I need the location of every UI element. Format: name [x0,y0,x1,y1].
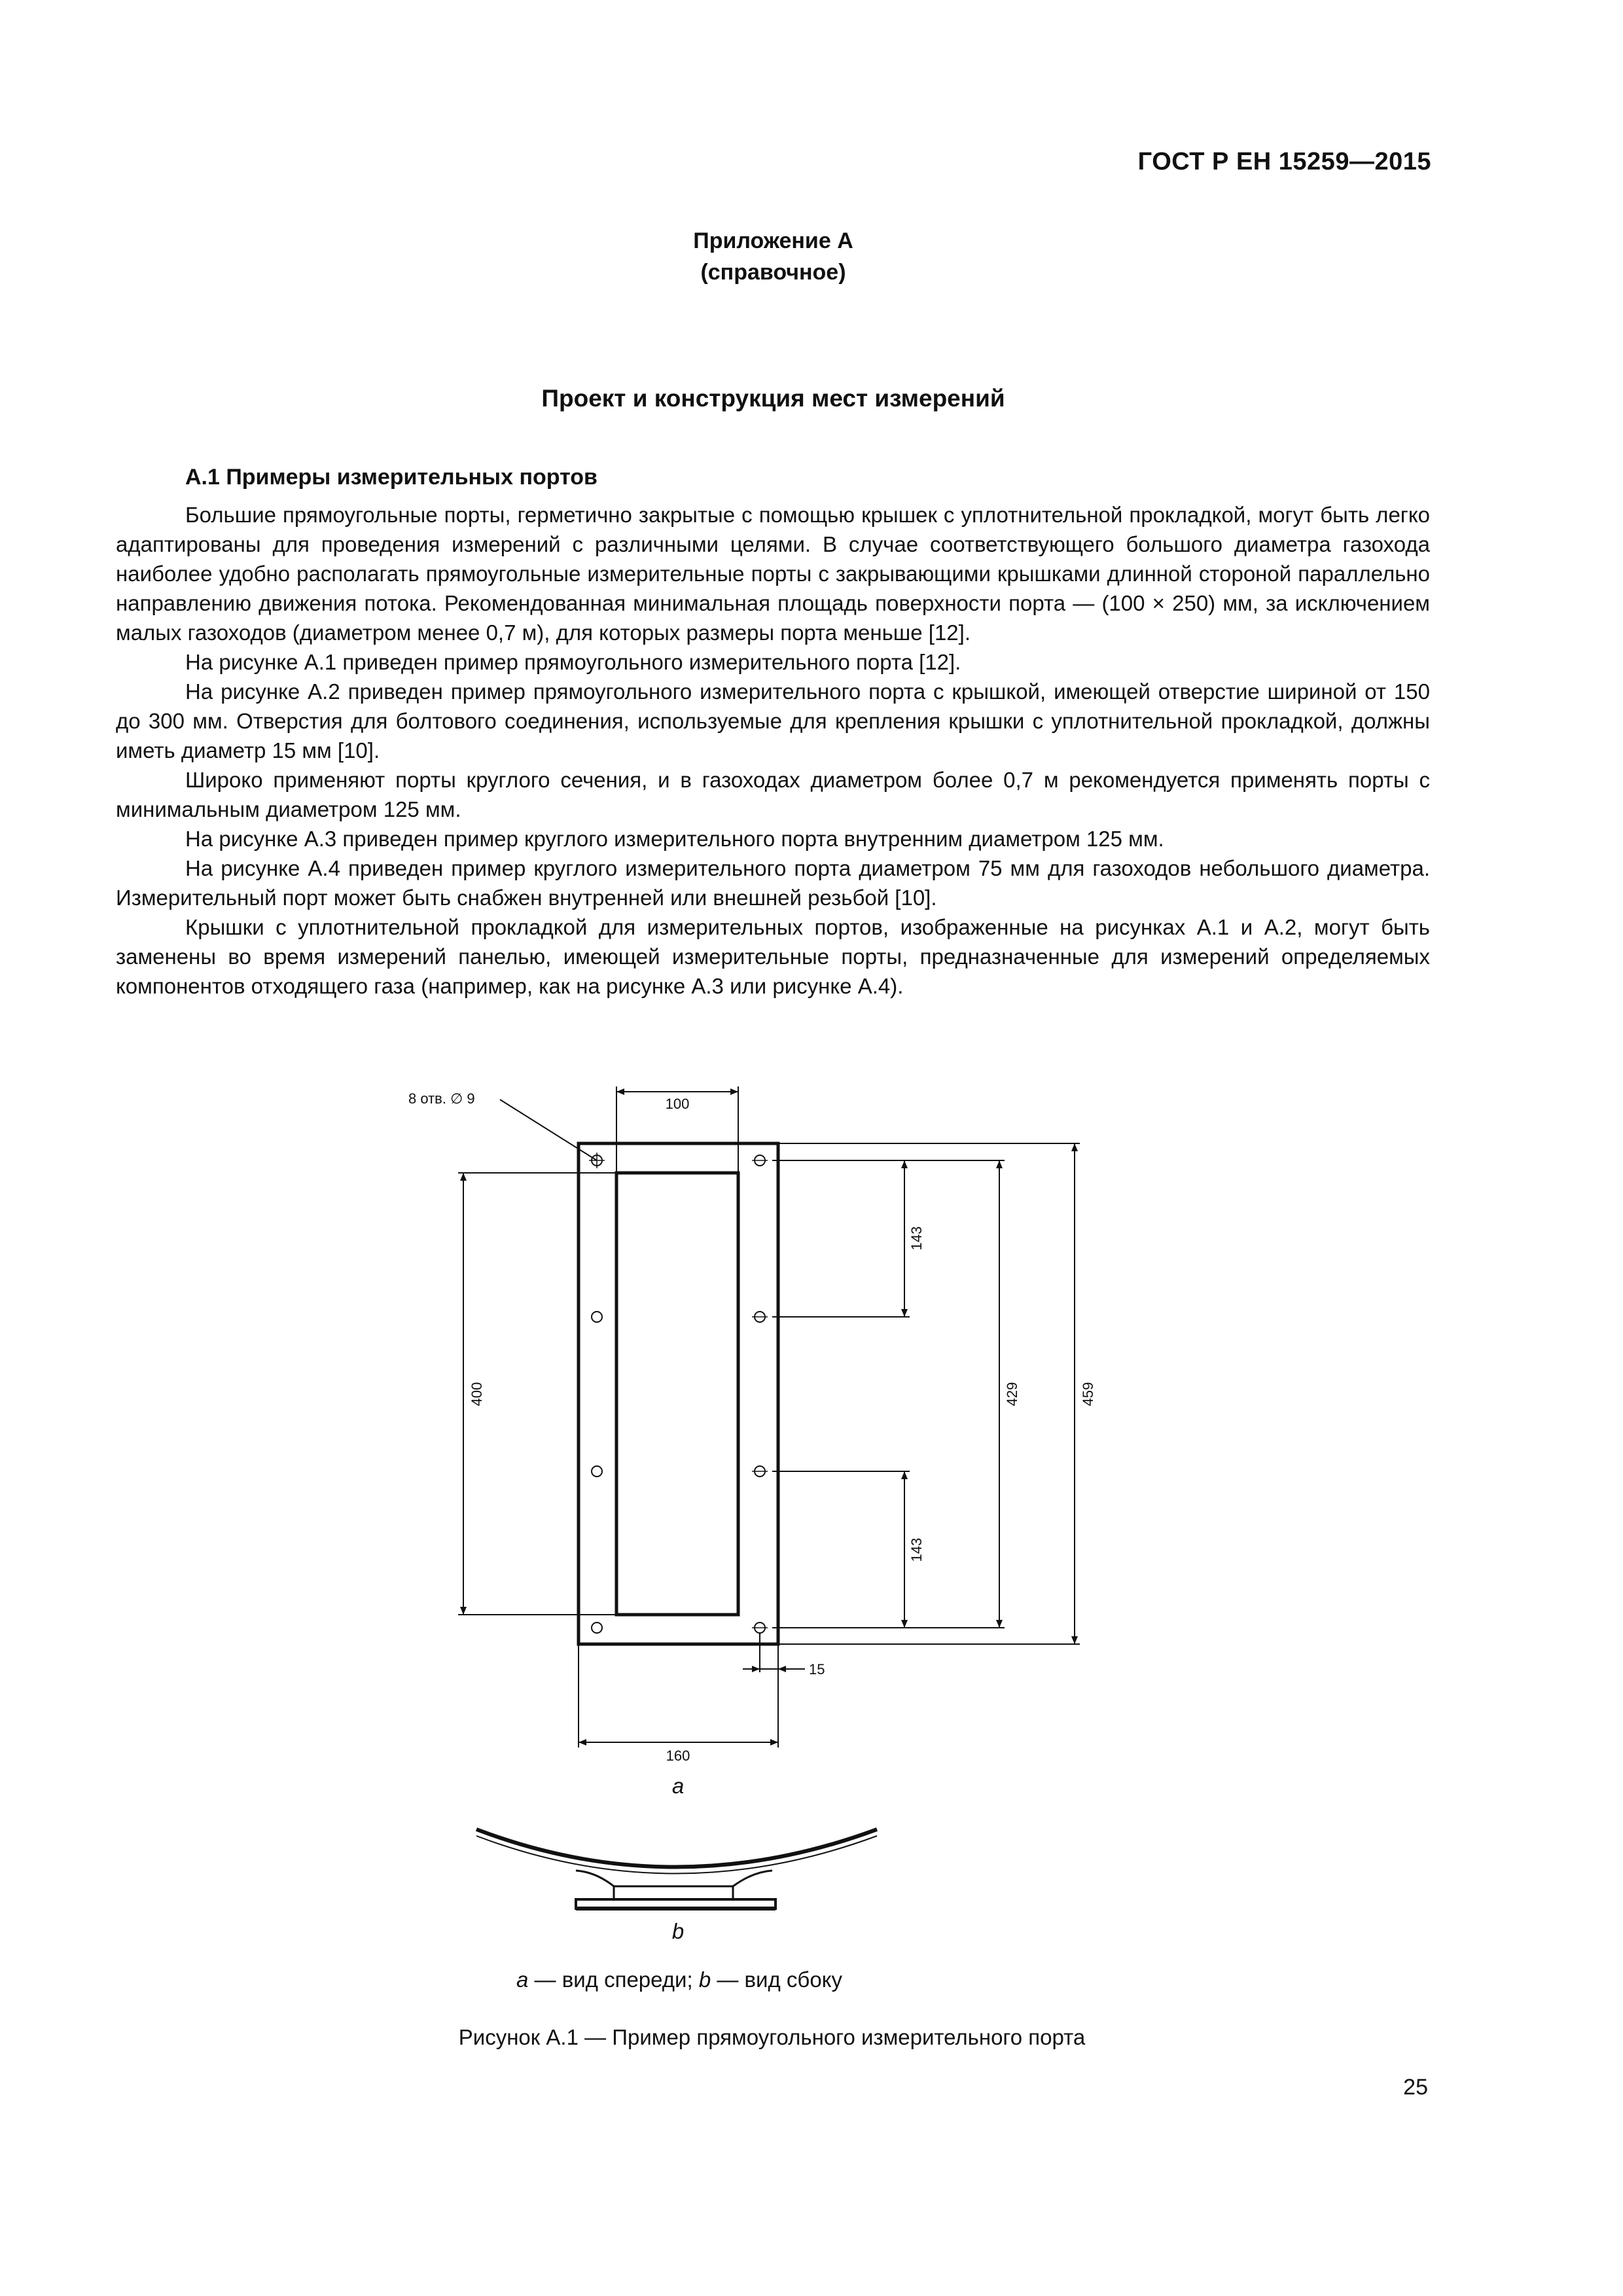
legend-b-text: — вид сбоку [711,1967,842,1992]
dim-line-459 [779,1143,1080,1644]
section-title: Проект и конструкция мест измерений [541,385,1005,412]
paragraph: На рисунке А.3 приведен пример круглого измерительного порта внутренним диаметром 125 мм. [185,827,1164,851]
dim-opening-width: 100 [665,1096,690,1112]
dimension-arrows [460,1088,1078,1746]
paragraph: На рисунке А.1 приведен пример прямоугольного измерительного порта [12]. [185,650,961,674]
bolt-hole [592,1312,602,1322]
annex-status: (справочное) [700,260,846,285]
technical-drawing [366,1060,1152,2009]
holes-label: 8 отв. ∅ 9 [408,1090,475,1107]
dim-line-160 [579,1645,778,1748]
view-b-label: b [671,1919,685,1943]
dim-opening-height: 400 [469,1382,485,1407]
paragraph: На рисунке А.2 приведен пример прямоугольного измерительного порта с крышкой, имеющей отверстие шириной от 150 до 300 мм. Отверстия для болтового соединения, используемые для крепления крышки с уплотнительной прокладкой, должны иметь диаметр 15 мм [10]. [116,679,1430,762]
dim-line-143-bottom [772,1471,910,1628]
holes-leader [500,1100,597,1160]
paragraph: Крышки с уплотнительной прокладкой для измерительных портов, изображенные на рисунках А.1 и А.2, могут быть заменены во время измерений панелью, имеющей измерительные порты, предназначенные для измерений определяемых компонентов отходящего газа (например, как на рисунке А.3 или рисунке А.4). [116,915,1430,998]
annex-title: Приложение А [693,228,853,253]
opening-outline [616,1173,738,1615]
page-number: 25 [1403,2075,1428,2100]
view-a-label: a [671,1774,685,1798]
dim-line-143-top [772,1160,910,1317]
bolt-hole [592,1623,602,1633]
duct-wall-curve [476,1829,877,1867]
dim-total-height: 459 [1080,1382,1096,1407]
dim-hole-spacing-bottom: 143 [908,1537,925,1562]
subsection-title: А.1 Примеры измерительных портов [185,465,597,490]
paragraph: Широко применяют порты круглого сечения, и в газоходах диаметром более 0,7 м рекомендуется применять порты с минимальным диаметром 125 мм. [116,768,1430,821]
paragraph: На рисунке А.4 приведен пример круглого измерительного порта диаметром 75 мм для газоходов небольшого диаметра. Измерительный порт может быть снабжен внутренней или внешней резьбой [10]. [116,856,1430,910]
dim-hole-spacing-top: 143 [908,1226,925,1251]
plate-outline [579,1143,778,1644]
standard-number: ГОСТ Р ЕН 15259—2015 [1137,148,1431,175]
legend-b-symbol: b [698,1967,711,1992]
legend-a-symbol: a [516,1967,529,1992]
figure-caption: Рисунок А.1 — Пример прямоугольного измерительного порта [458,2025,1086,2049]
figure-a1 [366,1060,1152,2009]
dim-total-width: 160 [666,1748,690,1764]
figure-legend [0,1967,1359,1992]
legend-a-text: — вид спереди; [528,1967,699,1992]
paragraph: Большие прямоугольные порты, герметично закрытые с помощью крышек с уплотнительной прокладкой, могут быть легко адаптированы для проведения измерений с различными целями. В случае соответствующего большого диаметра газохода наиболее удобно располагать прямоугольные измерительные порты с закрывающими крышками длинной стороной параллельно направлению движения потока. Рекомендованная минимальная площадь поверхности порта — (100 × 250) мм, за исключением малых газоходов (диаметром менее 0,7 м), для которых размеры порта меньше [12]. [116,503,1430,645]
dim-edge-offset: 15 [809,1661,825,1677]
bolt-hole [592,1466,602,1477]
annex-heading [0,225,1546,288]
dim-hole-span: 429 [1004,1382,1020,1407]
body-text [116,500,1430,1001]
